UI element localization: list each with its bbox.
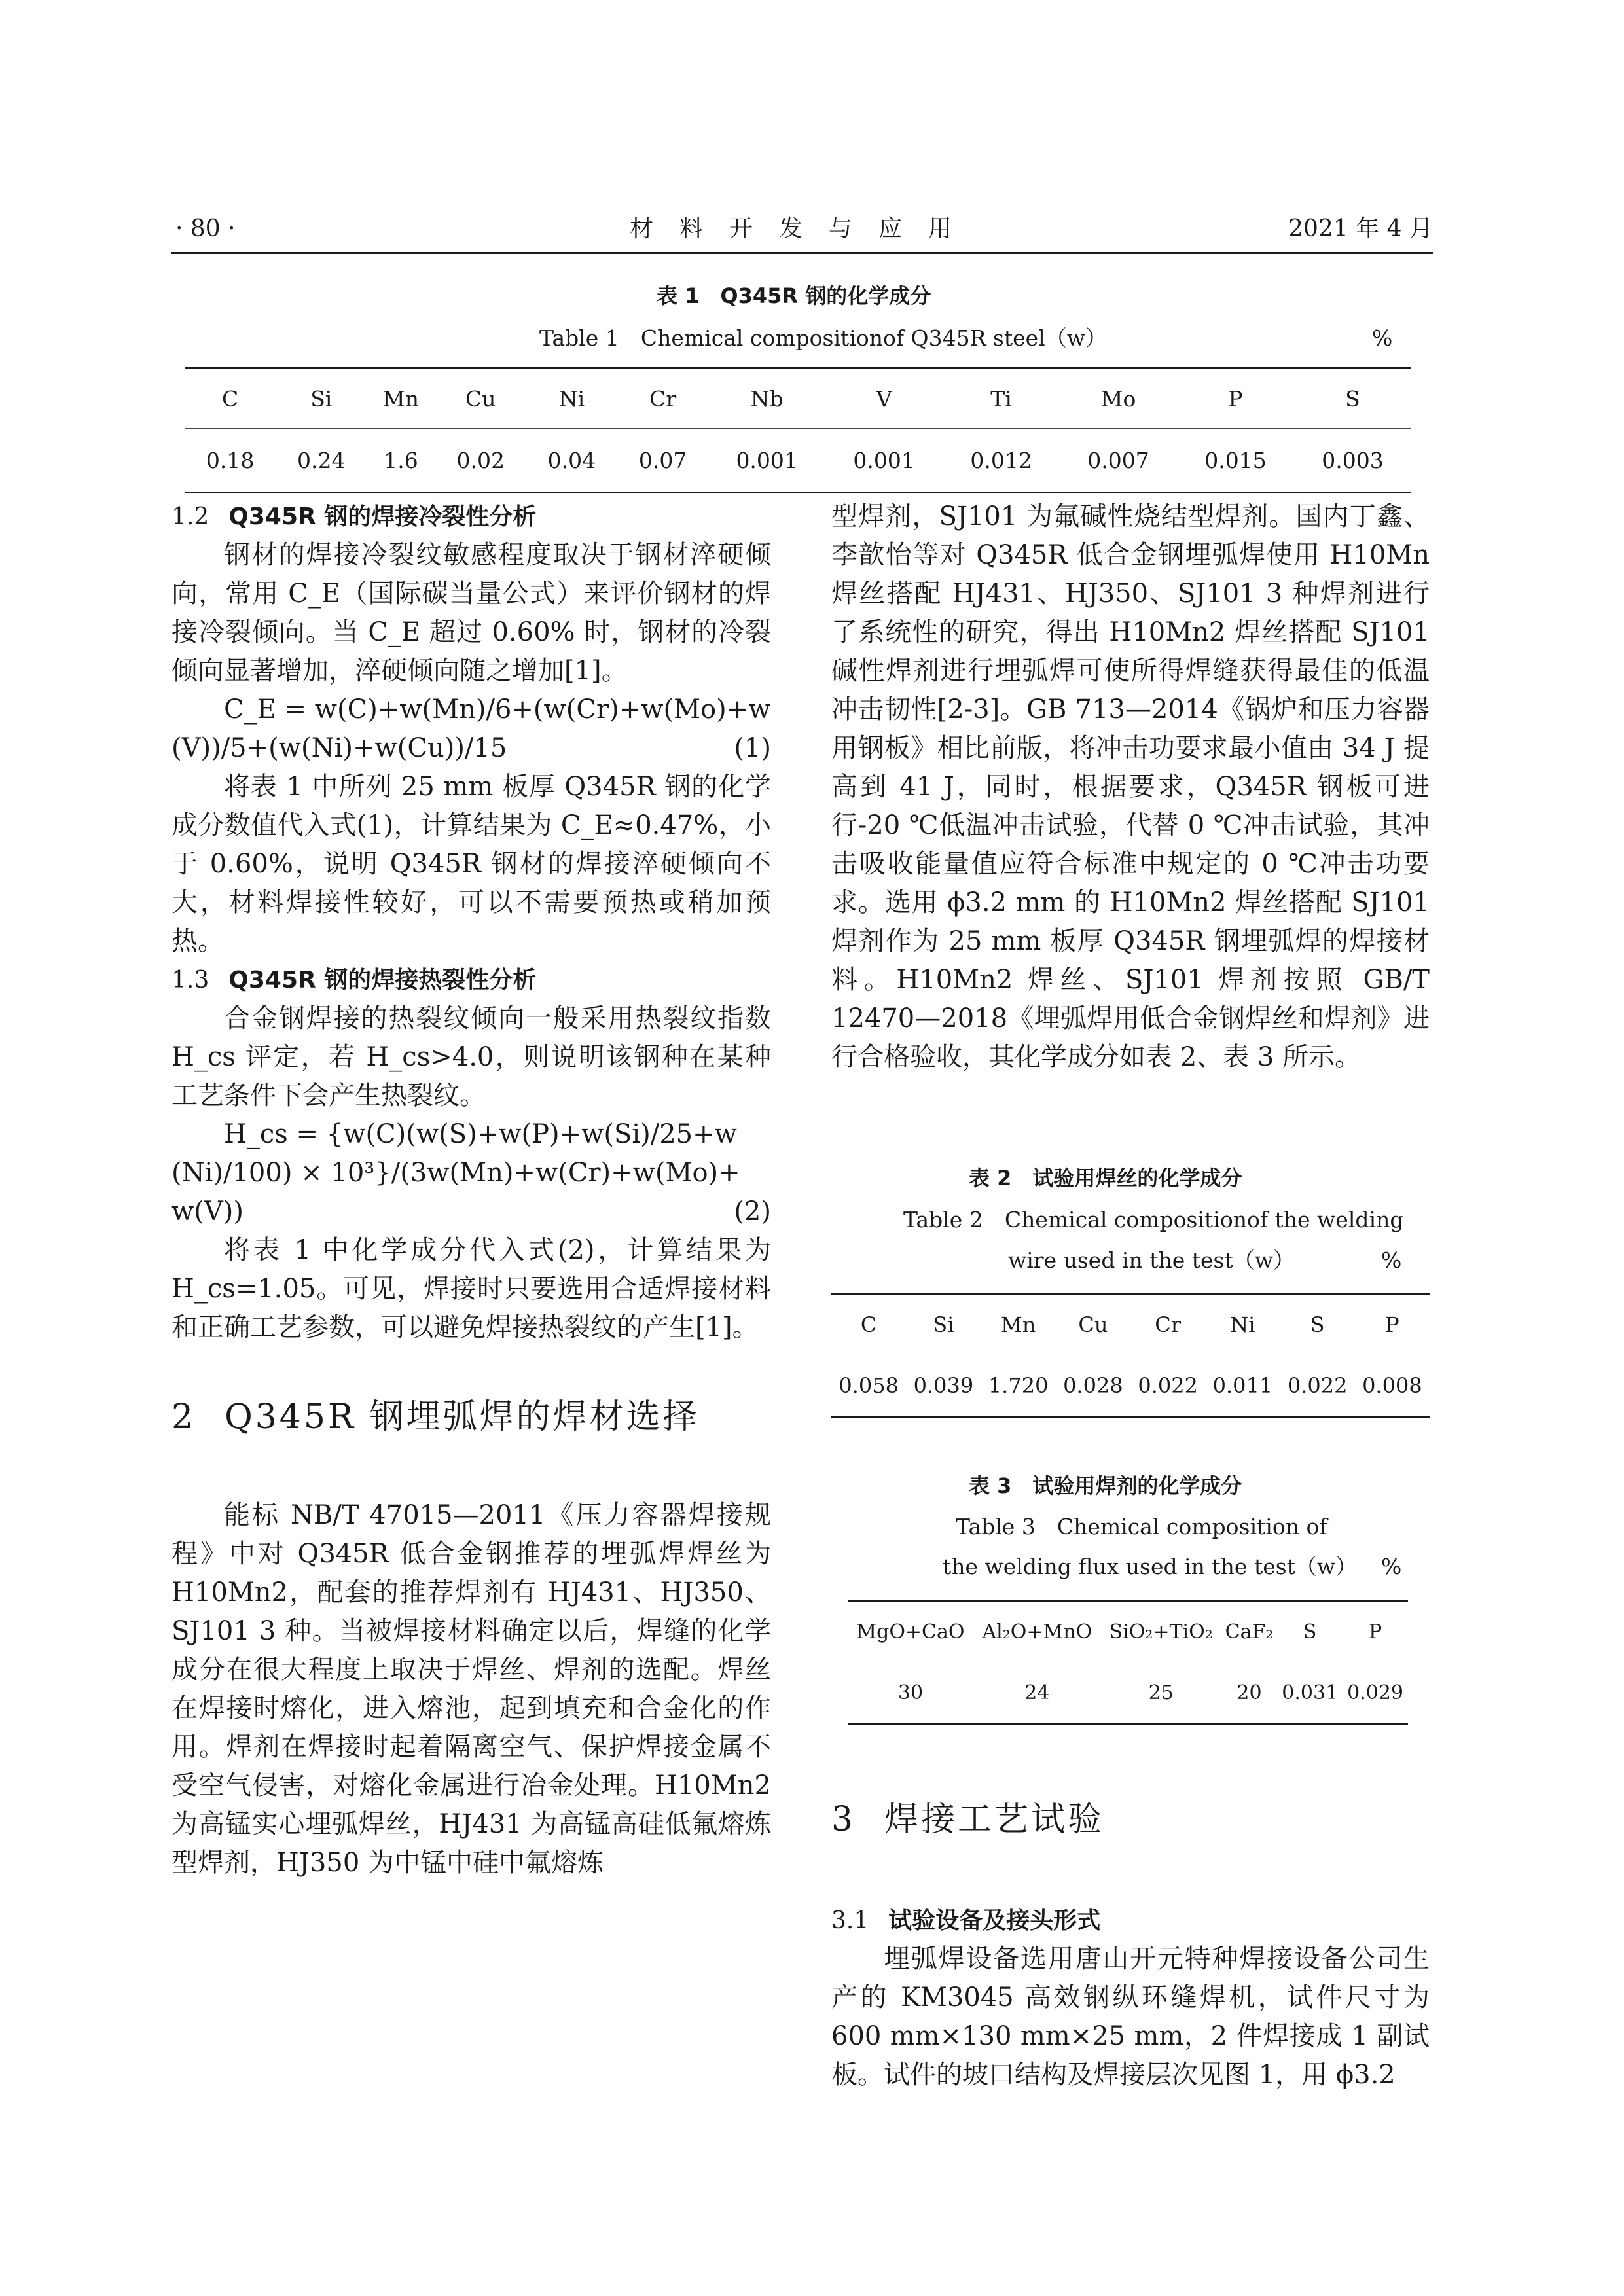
table2-header-cell: C [831, 1294, 906, 1355]
equation-2-line [171, 1193, 771, 1231]
equation-1-line [171, 729, 771, 768]
table1-caption-en: Table 1 Chemical compositionof Q345R steel（w） [539, 325, 1107, 351]
header-rule [171, 252, 1433, 254]
section-number: 2 [171, 1397, 196, 1437]
table1-value-cell: 0.001 [736, 447, 798, 473]
table2-header-cell: Ni [1205, 1294, 1280, 1355]
table1-header-cell: P [1177, 368, 1294, 429]
section-number: 1.3 [171, 967, 209, 994]
table2-unit: % [1381, 1247, 1402, 1273]
table3-value-cell: 20 [1236, 1681, 1262, 1704]
section-3-body [831, 1901, 1430, 2094]
table1-value-cell: 0.18 [206, 447, 255, 473]
paragraph: 将表 1 中所列 25 mm 板厚 Q345R 钢的化学成分数值代入式(1)，计算结果为 C_E≈0.47%，小于 0.60%，说明 Q345R 钢材的焊接淬硬倾向不大，材料焊接性较好，可以不需要预热或稍加预热。 [171, 772, 771, 956]
table3-header-cell: CaF₂ [1221, 1601, 1278, 1662]
table2-value-cell: 0.028 [1063, 1373, 1123, 1398]
table3-header-cell: MgO+CaO [848, 1601, 973, 1662]
table1 [185, 367, 1411, 493]
table1-value-row [185, 429, 1411, 493]
table3-header-cell: S [1277, 1601, 1343, 1662]
table1-header-cell: Cr [617, 368, 708, 429]
table1-value-cell: 0.001 [853, 447, 915, 473]
table2-value-cell: 0.011 [1212, 1373, 1273, 1398]
section-1-3-heading [171, 961, 771, 999]
table2-caption-en: Table 2 Chemical compositionof the welding [903, 1207, 1404, 1232]
paragraph: 钢材的焊接冷裂纹敏感程度取决于钢材淬硬倾向，常用 C_E（国际碳当量公式）来评价钢材的焊接冷裂倾向。当 C_E 超过 0.60% 时，钢材的冷裂倾向显著增加，淬硬倾向随之增加[1]。 [171, 540, 771, 686]
table3-value-cell: 0.031 [1282, 1681, 1339, 1704]
table1-header-cell: Mn [367, 368, 435, 429]
table1-value-cell: 0.24 [297, 447, 346, 473]
section-3-1-heading [831, 1901, 1430, 1940]
table3-header-cell: Al₂O+MnO [973, 1601, 1101, 1662]
table1-header-cell: Ni [526, 368, 617, 429]
paragraph: 合金钢焊接的热裂纹倾向一般采用热裂纹指数 H_cs 评定，若 H_cs>4.0，则说明该钢种在某种工艺条件下会产生热裂纹。 [171, 1003, 771, 1111]
table1-value-cell: 1.6 [384, 447, 418, 473]
table1-header-cell: S [1294, 368, 1411, 429]
table1-value-cell: 0.02 [456, 447, 505, 473]
table2-value-cell: 0.058 [839, 1373, 899, 1398]
equation-2-number: (2) [734, 1196, 771, 1227]
section-title: 试验设备及接头形式 [888, 1907, 1101, 1934]
table2-header-cell: Mn [981, 1294, 1056, 1355]
paragraph: 将表 1 中化学成分代入式(2)，计算结果为 H_cs=1.05。可见，焊接时只要选用合适焊接材料和正确工艺参数，可以避免焊接热裂纹的产生[1]。 [171, 1235, 771, 1342]
table3-unit: % [1381, 1554, 1402, 1579]
table1-header-cell: C [185, 368, 276, 429]
table1-header-cell: Mo [1060, 368, 1177, 429]
table3-caption-en: the welding flux used in the test（w） [943, 1554, 1358, 1579]
left-column [171, 497, 771, 1882]
table2-header-cell: Cr [1130, 1294, 1205, 1355]
paragraph: 埋弧焊设备选用唐山开元特种焊接设备公司生产的 KM3045 高效钢纵环缝焊机，试件尺寸为 600 mm×130 mm×25 mm，2 件焊接成 1 副试板。试件的坡口结构及焊接层次见图 1，用 ϕ3.2 [831, 1944, 1430, 2090]
table3-value-cell: 30 [897, 1681, 924, 1704]
section-3-heading [831, 1797, 1104, 1842]
section-title: Q345R 钢的焊接冷裂性分析 [228, 503, 537, 530]
table2-header-cell: Si [906, 1294, 981, 1355]
table1-caption-cn: 表 1 Q345R 钢的化学成分 [657, 283, 931, 308]
right-column [831, 497, 1430, 1077]
table1-header-cell: Cu [435, 368, 526, 429]
table2-caption-en: wire used in the test（w） [1008, 1247, 1295, 1273]
table2-header-row [831, 1294, 1430, 1355]
paragraph: 能标 NB/T 47015—2011《压力容器焊接规程》中对 Q345R 低合金钢推荐的埋弧焊焊丝为 H10Mn2，配套的推荐焊剂有 HJ431、HJ350、SJ101 3 种。当被焊接材料确定以后，焊缝的化学成分在很大程度上取决于焊丝、焊剂的选配。焊丝在焊接时熔化，进入熔池，起到填充和合金化的作用。焊剂在焊接时起着隔离空气、保护焊接金属不受空气侵害，对熔化金属进行冶金处理。H10Mn2 为高锰实心埋弧焊丝，HJ431 为高锰高硅低氟熔炼型焊剂，HJ350 为中锰中硅中氟熔炼 [171, 1500, 771, 1878]
table2-value-cell: 0.022 [1138, 1373, 1198, 1398]
table3-value-cell: 24 [1024, 1681, 1050, 1704]
table1-value-cell: 0.07 [638, 447, 687, 473]
table1-header-cell: Nb [708, 368, 825, 429]
table1-value-cell: 0.012 [970, 447, 1032, 473]
table3-header-cell: P [1343, 1601, 1408, 1662]
table3-caption-en: Table 3 Chemical composition of [956, 1514, 1327, 1539]
equation-2-line: H_cs = {w(C)(w(S)+w(P)+w(Si)/25+w [224, 1119, 737, 1149]
equation-1-text: (V))/5+(w(Ni)+w(Cu))/15 [171, 733, 507, 763]
table1-value-cell: 0.003 [1322, 447, 1384, 473]
section-title: Q345R 钢的焊接热裂性分析 [228, 967, 537, 994]
journal-title: 材 料 开 发 与 应 用 [630, 215, 954, 242]
section-number: 3 [831, 1800, 856, 1839]
equation-2-line: (Ni)/100) × 10³}/(3w(Mn)+w(Cr)+w(Mo)+ [171, 1158, 740, 1188]
section-title: Q345R 钢埋弧焊的焊材选择 [225, 1397, 700, 1437]
table1-header-cell: Si [276, 368, 367, 429]
paragraph: 型焊剂，SJ101 为氟碱性烧结型焊剂。国内丁鑫、李歆怡等对 Q345R 低合金钢埋弧焊使用 H10Mn 焊丝搭配 HJ431、HJ350、SJ101 3 种焊剂进行了系统性的研究，得出 H10Mn2 焊丝搭配 SJ101 碱性焊剂进行埋弧焊可使所得焊缝获得最佳的低温冲击韧性[2-3]。GB 713—2014《锅炉和压力容器用钢板》相比前版，将冲击功要求最小值由 34 J 提高到 41 J，同时，根据要求，Q345R 钢板可进行-20 ℃低温冲击试验，代替 0 ℃冲击试验，其冲击吸收能量值应符合标准中规定的 0 ℃冲击功要求。选用 ϕ3.2 mm 的 H10Mn2 焊丝搭配 SJ101 焊剂作为 25 mm 板厚 Q345R 钢埋弧焊的焊接材料。H10Mn2 焊丝、SJ101 焊剂按照 GB/T 12470—2018《埋弧焊用低合金钢焊丝和焊剂》进行合格验收，其化学成分如表 2、表 3 所示。 [831, 501, 1430, 1072]
table1-value-cell: 0.04 [547, 447, 596, 473]
section-title: 焊接工艺试验 [884, 1800, 1105, 1839]
page-number: · 80 · [175, 215, 236, 242]
issue-date: 2021 年 4 月 [1288, 215, 1433, 242]
table2-value-cell: 1.720 [988, 1373, 1049, 1398]
equation-1-line: C_E = w(C)+w(Mn)/6+(w(Cr)+w(Mo)+w [224, 694, 771, 725]
table1-unit: % [1372, 325, 1393, 351]
table2-value-row [831, 1355, 1430, 1417]
table2-caption-cn: 表 2 试验用焊丝的化学成分 [969, 1166, 1242, 1191]
table1-value-cell: 0.007 [1087, 447, 1149, 473]
table1-header-cell: Ti [943, 368, 1060, 429]
section-1-2-heading [171, 497, 771, 536]
table1-header-row [185, 368, 1411, 429]
table3-caption-cn: 表 3 试验用焊剂的化学成分 [969, 1473, 1242, 1498]
table2-header-cell: S [1280, 1294, 1355, 1355]
equation-2-text: w(V)) [171, 1196, 244, 1227]
equation-1-number: (1) [734, 733, 771, 763]
table2-header-cell: P [1355, 1294, 1430, 1355]
table2-value-cell: 0.039 [913, 1373, 974, 1398]
section-number: 1.2 [171, 503, 209, 530]
table3 [848, 1600, 1408, 1725]
table1-header-cell: V [825, 368, 943, 429]
table2 [831, 1293, 1430, 1418]
table2-value-cell: 0.022 [1287, 1373, 1348, 1398]
section-number: 3.1 [831, 1907, 869, 1934]
table3-header-cell: SiO₂+TiO₂ [1101, 1601, 1221, 1662]
table3-value-cell: 0.029 [1347, 1681, 1403, 1704]
table2-value-cell: 0.008 [1362, 1373, 1422, 1398]
table3-header-row [848, 1601, 1408, 1662]
table3-value-row [848, 1662, 1408, 1724]
table3-value-cell: 25 [1148, 1681, 1174, 1704]
table1-value-cell: 0.015 [1204, 447, 1267, 473]
section-2-heading [171, 1394, 771, 1440]
table2-header-cell: Cu [1056, 1294, 1130, 1355]
